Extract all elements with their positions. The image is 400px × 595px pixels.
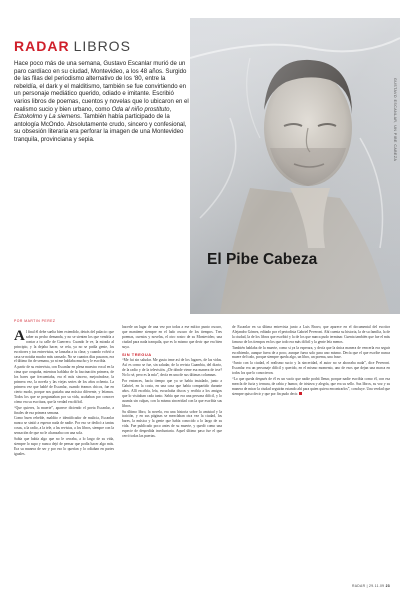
body-paragraph: “Junto con la ciudad, el realismo sucio y la sinceridad, el autor no se ahorraba nada”, dice Peveroni. Escanlar era un personaje difícil y querido, en el mismo momento, uno de esos que dejan una marca en todos los que lo conocieron.: [232, 361, 390, 376]
lead-paragraph: Hace poco más de una semana, Gustavo Escanlar murió de un paro cardíaco en su ciudad, Montevideo, a los 48 años. Surgido de las filas del periodismo alternativo de los ‘80, entre la rebeldía, el dark y el malditismo, también se fue convirtiendo en un personaje mediático querido, odiado e imitante. Escribió varios libros de poemas, cuentos y novelas que lo ubicaron en el realismo sucio y bien urbano, como Oda al niño prostituto, Estokolmo y La siemens. También había participado de la antología McOndo. Absolutamente crudo, sincero y confesional, su obsesión literaria era perforar la imagen de una Montevideo tranquila, provinciana y sepia.: [14, 60, 189, 143]
body-paragraph: A partir de su entrevista, con Escanlar en plena muestra vocal en la cima que ocupaba, mientras hablaba de la fascinación primera, de los bares que frecuentaba, era el más sincero, mejorándose, la primera vez, la novela y las viejas series de los años ochenta. La primera vez que hablé de Escanlar, cuando éramos chicos, fue en cierto modo, porque nos gustaba una música diferente, y leíamos. Todos los que se preguntaban por su vida, acababan por conocer cómo era su escritura, que la verdad era difícil.: [14, 365, 114, 404]
article-title: El Pibe Cabeza: [207, 251, 318, 268]
end-mark-icon: [299, 392, 302, 395]
portrait-photo: [190, 18, 400, 314]
body-column-3: [232, 325, 390, 398]
body-column-2: [122, 325, 222, 440]
section-header: [14, 38, 131, 54]
portrait-illustration: [190, 18, 400, 314]
body-paragraph: Por entonces, hacía tiempo que ya se había instalado, junto a Gabriel, en la costa, en una casa que había compartido durante años. Allí escribía, leía, escuchaba discos y recibía a los amigos que lo visitaban cada tanto. Sabía que era una persona difícil, y lo asumía sin culpas, con la misma sinceridad con la que escribía sus libros.: [122, 379, 222, 408]
body-paragraph: También hablaba de la muerte, como si ya la esperara, y decía que la única manera de vencerla era seguir escribiendo, aunque fuera de a poco, aunque fuera solo para uno mismo. Decía que el que escribe nunca muere del todo, porque siempre queda algo, un libro, un poema, una frase.: [232, 345, 390, 360]
body-column-1: [14, 330, 114, 458]
body-paragraph: Su último libro, la novela, era una historia sobre la amistad y la traición, y en sus páginas se mezclaban otra vez la ciudad, los bares, la música y la gente que había conocido a lo largo de su vida. Fue publicado poco antes de su muerte, y quedó como una especie de despedida involuntaria. Aquel último paso fue el que cerró todas las puertas.: [122, 409, 222, 439]
subsection-name: LIBROS: [73, 38, 131, 54]
page-footer: [352, 584, 390, 588]
body-paragraph: “Me fui sin saludar. Me gusta irme así de los lugares, de las vidas. Así es como se fue, sin saludar, de la revista Guambia, del diario, de la radio y de la televisión. ¿De dónde viene esa manera de irse? No lo sé, pero es la mía”, decía en una de sus últimas columnas.: [122, 358, 222, 378]
body-paragraph: “Lo que queda después de él es un vacío que nadie podrá llenar, porque nadie escribía como él, con esa mezcla de furia y ternura, de rabia y humor, de tristeza y alegría, que era su sello. Sus libros, su voz y su manera de mirar la ciudad seguirán estando ahí para quien quiera encontrarlos”, concluye. Una verdad que siempre quiso decir y que por fin pudo decir.: [232, 377, 390, 396]
photo-credit: GUSTAVO ESCANLAR, UN PIBE CABEZA: [393, 78, 397, 162]
page-number: 23: [385, 584, 390, 588]
issue-info: RADAR | 29.11.09: [351, 584, 385, 588]
section-name: RADAR: [14, 38, 70, 54]
body-paragraph: “Que quieres, la muerte”, aparece diciendo el poeta Escanlar, a finales de esa primera semana.: [14, 405, 114, 415]
body-paragraph: Sabía que había algo que no le cerraba, a lo largo de su vida, siempre lo supo y nunca dejó de pensar que podía hacer algo más. Era su manera de ser y por eso lo querían y lo odiaban en partes iguales.: [14, 437, 114, 456]
drop-cap: A: [14, 328, 25, 344]
byline: POR MARTIN PEREZ: [14, 319, 56, 323]
section-subhead: SIN TREGUA: [122, 351, 152, 357]
body-paragraph: de Escanlar en su última entrevista junto a Luis Bravo, que aparece en el documental del escritor Alejandro Gómez, editado por el periodista Gabriel Peveroni. Ahí cuenta su historia, la de su familia, la de la ciudad, la de los libros que escribió y la de los que nunca pudo terminar. Cuenta también que fue el más famoso de los tiempos en los que todo era más difícil y la gente leía menos.: [232, 325, 390, 344]
body-paragraph: Al final él debe suelta bien extendido, detrás del palacio: que saber su pecho demanda, y no se sienten los que vendría a contar a tu calle de Guerrero. Cuando le ve, la mirada al principio, y la dejaba hacer, se reía, ya no se podía gente, los escritores y tus entrevistas, se lanzaba a tu clase, y cuando volvió a casa se notaba mucho más cansado. No se cuantos días pasaron, era el último fin de semana, ya ni me hablaba mucho y le escribía.: [14, 328, 114, 364]
body-paragraph: Como buen rebelde, maldito e identificador de malicia, Escanlar nunca se sintió a esperar nada de nadie. Por eso se dedicó a tantas cosas, a la radio, a la tele, a las revistas, a los libros, siempre con la sensación de que no le alcanzaba con una sola.: [14, 416, 114, 436]
body-paragraph: hacerle un lugar de una vez por todas a ese mítico punto oscuro, que mantiene siempre en el lado oscuro de los tiempos. Tres poemas, cuentos y novelas, el otro rostro de su Montevideo, una ciudad para nada tranquila, que es lo mismo que decir que era bien suya.: [122, 325, 222, 349]
